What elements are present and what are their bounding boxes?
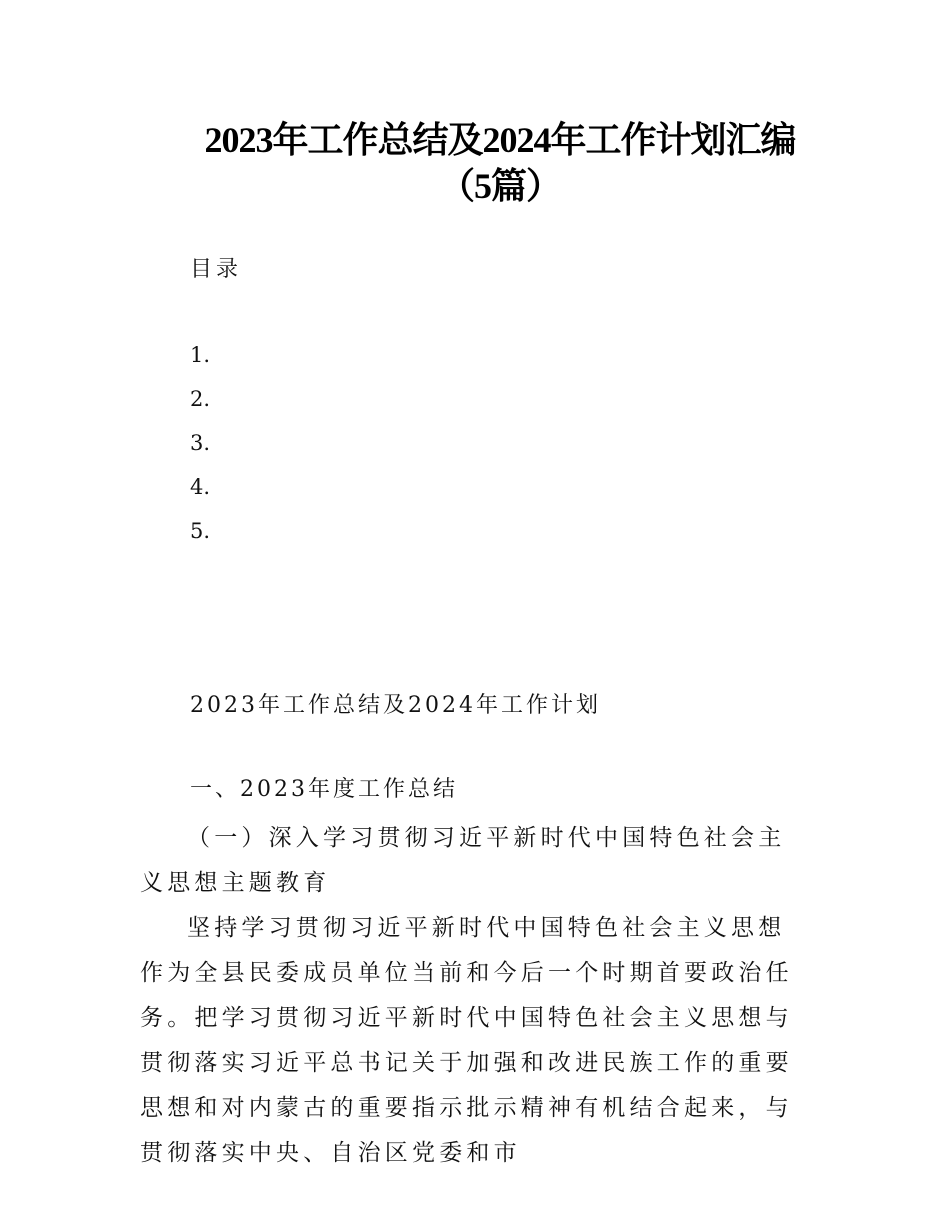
document-title-count: （5篇） <box>438 166 561 206</box>
document-title: 2023年工作总结及2024年工作计划汇编 <box>204 120 796 160</box>
document-subtitle: 2023年工作总结及2024年工作计划 <box>190 693 601 718</box>
body-paragraph: 坚持学习贯彻习近平新时代中国特色社会主义思想作为全县民委成员单位当前和今后一个时期首要政治任务。把学习贯彻习近平新时代中国特色社会主义思想与贯彻落实习近平总书记关于加强和改进民族工作的重要思想和对内蒙古的重要指示批示精神有机结合起来，与贯彻落实中央、自治区党委和市 <box>140 915 793 1166</box>
section-heading: 一、2023年度工作总结 <box>190 777 458 802</box>
toc-item: 5. <box>190 519 211 543</box>
toc-item: 3. <box>190 431 211 455</box>
subsection-heading: （一）深入学习贯彻习近平新时代中国特色社会主义思想主题教育 <box>140 825 786 896</box>
toc-item: 1. <box>190 343 211 367</box>
toc-heading: 目录 <box>190 257 243 282</box>
toc-item: 4. <box>190 475 211 499</box>
toc-list <box>190 340 210 560</box>
toc-item: 2. <box>190 387 211 411</box>
